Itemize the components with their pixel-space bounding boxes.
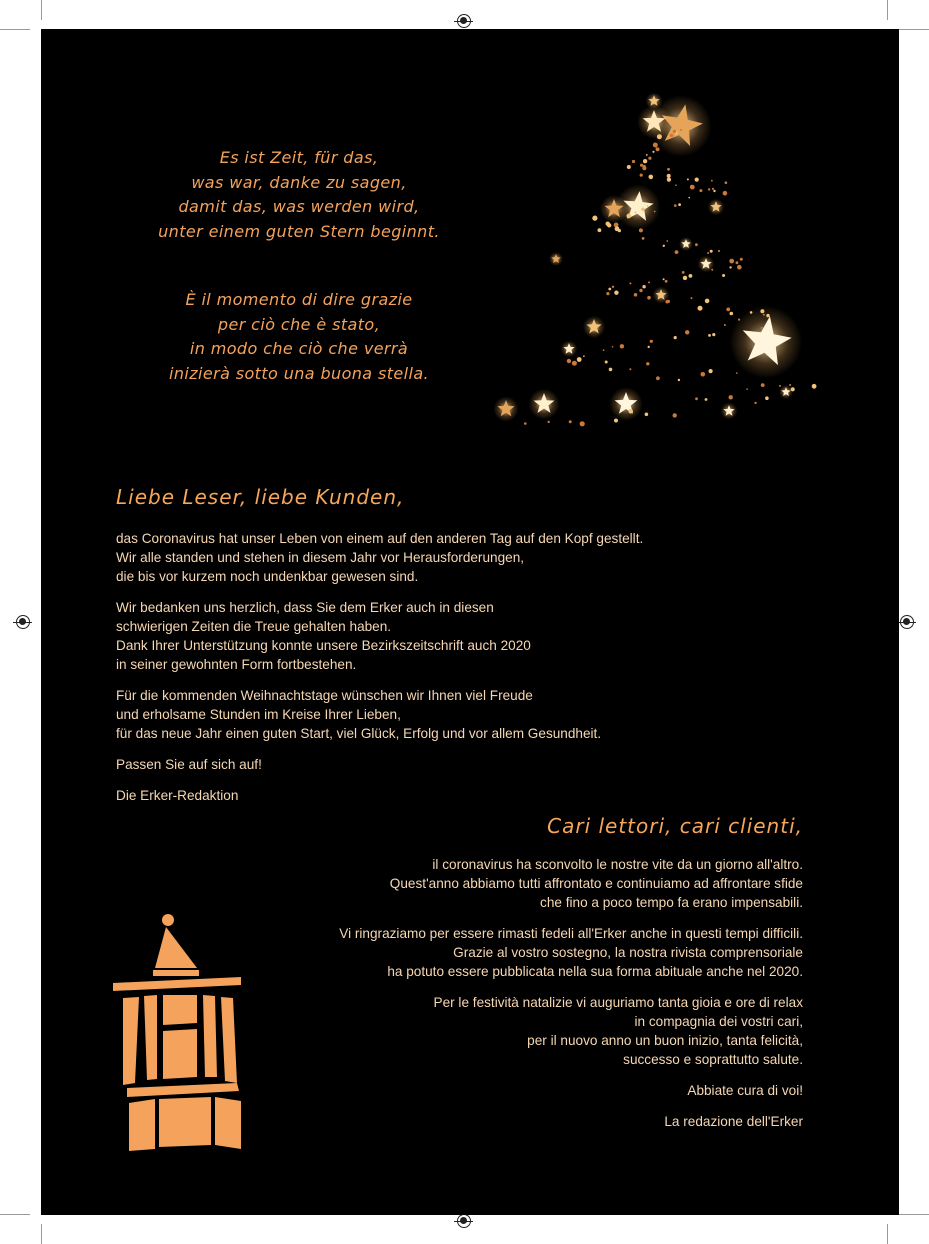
sparkle-dot [663,278,665,280]
text-line: Abbiate cura di voi! [687,1083,803,1098]
crop-mark [0,29,30,30]
text-line: Grazie al vostro sostegno, la nostra rivista comprensoriale [453,945,803,960]
sparkle-dot [722,274,725,277]
sparkle-dot [675,250,679,254]
text-line: La redazione dell'Erker [664,1114,803,1129]
sparkle-dot [618,229,621,232]
poem-italian [149,288,449,386]
sparkle-dot [665,280,668,283]
text-line: Die Erker-Redaktion [116,788,239,803]
poem-line: È il momento di dire grazie [185,290,413,309]
sparkle-dot [695,397,698,400]
sparkle-dot [647,296,651,300]
sparkle-dot [726,308,730,312]
paragraph [116,598,643,674]
sparkle-dot [627,165,631,169]
sparkle-dot [667,300,670,303]
sparkle-dot [643,159,647,163]
text-line: und erholsame Stunden im Kreise Ihrer Lieben, [116,707,401,722]
sparkle-dot [678,203,681,206]
sparkle-dot [648,281,650,283]
sparkle-dot [632,160,635,163]
erker-tower-logo [111,913,243,1157]
text-line: Passen Sie auf sich auf! [116,757,262,772]
sparkle-dot [746,388,748,390]
sparkle-dot [708,334,711,337]
paragraph [339,924,803,981]
sparkle-dot [663,245,665,247]
sparkle-dot [738,319,740,321]
sparkle-dot [685,330,689,334]
sparkle-dot [709,369,713,373]
sparkle-dot [812,384,817,389]
sparkle-dot [569,420,572,423]
sparkle-dot [647,205,649,207]
sparkle-dot [612,286,614,288]
sparkle-dot [675,184,677,186]
sparkle-dot [524,422,527,425]
sparkle-dot [607,223,611,227]
poem-line: inizierà sotto una buona stella. [168,363,430,383]
sparkle-dot [689,274,693,278]
sparkle-dot [642,166,646,170]
sparkle-dot [656,147,660,151]
paragraph [339,855,803,912]
sparkle-dot [730,312,734,316]
sparkle-dot [639,228,643,232]
text-line: die bis vor kurzem noch undenkbar gewesen sind. [116,569,419,584]
poem-line: unter einem guten Stern beginnt. [158,221,440,241]
text-line: Für die kommenden Weihnachtstage wünschen wir Ihnen viel Freude [116,688,533,703]
text-line: ha potuto essere pubblicata nella sua forma abituale anche nel 2020. [387,964,803,979]
sparkle-dot [645,413,649,417]
text-line: schwierigen Zeiten die Treue gehalten haben. [116,619,392,634]
registration-mark-icon [900,615,914,629]
sparkle-dot [779,385,781,387]
poem-line: Es ist Zeit, für das, [219,148,379,167]
sparkle-dot [577,357,582,362]
sparkle-dot [629,368,631,370]
sparkle-dot [667,174,671,178]
text-line: für das neue Jahr einen guten Start, viel Glück, Erfolg und vor allem Gesundheit. [116,726,602,741]
sparkle-dot [567,359,571,363]
paragraph [116,529,643,586]
sparkle-dot [688,197,690,199]
sparkle-dot [729,395,733,399]
letter-german [116,529,643,817]
crop-mark [41,1224,42,1244]
sparkle-dot [598,228,602,232]
text-line: das Coronavirus hat unser Leben von einem auf den anderen Tag auf den Kopf gestellt. [116,531,644,546]
sparkle-dot [766,314,769,317]
sparkle-dot [603,349,605,351]
sparkle-dot [635,211,637,213]
sparkle-dot [761,327,763,329]
text-line: in compagnia dei vostri cari, [634,1014,803,1029]
sparkle-dot [736,261,739,264]
sparkle-dot [673,130,676,133]
sparkle-dot [608,288,611,291]
sparkle-dot [754,402,756,404]
crop-mark [887,0,888,20]
sparkle-dot [670,134,674,138]
sparkle-dot [583,355,585,357]
text-line: Per le festività natalizie vi auguriamo tanta gioia e ore di relax [433,995,803,1010]
sparkle-dot [548,421,550,423]
sparkle-dot [724,324,726,326]
sparkle-dot [729,266,731,268]
sparkle-dot [628,409,633,414]
sparkle-dot [626,214,631,219]
poem-line: in modo che ciò che verrà [189,339,409,358]
sparkle-dot [705,299,710,304]
sparkle-dot [760,309,764,313]
signature [116,786,643,805]
text-line: che fino a poco tempo fa erano impensabili. [540,895,803,910]
paragraph [116,686,643,743]
paragraph [339,1081,803,1100]
sparkle-dot [723,191,728,196]
sparkle-dot [701,372,706,377]
sparkle-dot [641,208,645,212]
sparkle-dot [707,252,709,254]
sparkle-dot [580,421,585,426]
sparkle-dot [711,180,713,182]
sparkle-dot [737,265,742,270]
sparkle-dot [695,243,698,246]
sparkle-dot [572,361,577,366]
crop-mark [899,29,929,30]
crop-mark [0,1214,30,1215]
sparkle-dot [646,154,648,156]
sparkle-dot [656,376,660,380]
sparkle-dot [712,188,714,190]
greeting-german: Liebe Leser, liebe Kunden, [116,485,405,509]
registration-mark-icon [457,1214,471,1228]
sparkle-dot [682,271,685,274]
text-line: successo e soprattutto salute. [623,1052,803,1067]
text-line: in seiner gewohnten Form fortbestehen. [116,657,357,672]
sparkle-dot [640,174,643,177]
sparkle-dot [789,384,791,386]
registration-mark-icon [16,615,30,629]
sparkle-dot [690,185,695,190]
sparkle-dot [695,178,699,182]
sparkle-dot [606,292,609,295]
sparkle-dot [705,398,708,401]
sparkle-dot [592,216,597,221]
sparkle-dot [642,285,645,288]
sparkle-dot [740,258,743,261]
sparkle-dot [639,289,642,292]
greeting-card-page [41,29,899,1215]
sparkle-dot [614,419,618,423]
sparkle-dot [674,336,677,339]
sparkle-dot [750,311,753,314]
sparkle-dot [713,190,715,192]
poem-german [149,146,449,244]
sparkle-dot [650,340,653,343]
sparkle-dot [761,383,765,387]
text-line: il coronavirus ha sconvolto le nostre vite da un giorno all'altro. [432,857,803,872]
sparkle-dot [736,372,738,374]
sparkle-dot [691,297,693,299]
sparkle-dot [718,250,720,252]
sparkle-dot [666,240,668,242]
sparkle-dot [642,237,645,240]
sparkle-dot [605,361,608,364]
crop-mark [887,1224,888,1244]
sparkle-dot [791,387,795,391]
text-line: Wir alle standen und stehen in diesem Jahr vor Herausforderungen, [116,550,525,565]
sparkle-dot [699,189,702,192]
sparkle-dot [649,175,654,180]
sparkle-dot [609,368,613,372]
registration-mark-icon [457,14,471,28]
sparkle-dot [654,211,656,213]
sparkle-dot [648,157,651,160]
sparkle-dot [729,259,734,264]
sparkle-dot [620,344,624,348]
sparkle-dot [680,129,682,131]
sparkle-dot [657,134,662,139]
sparkle-dot [678,379,680,381]
sparkle-dot [712,333,715,336]
sparkle-dot [725,181,728,184]
sparkle-dot [698,306,703,311]
sparkle-dot [614,291,618,295]
sparkle-dot [667,178,671,182]
sparkle-dot [634,293,638,297]
star-tree-illustration [486,59,836,469]
sparkle-dot [708,188,710,190]
sparkle-dot [612,346,614,348]
text-line: Vi ringraziamo per essere rimasti fedeli all'Erker anche in questi tempi difficili. [339,926,803,941]
text-line: Quest'anno abbiamo tutti affrontato e continuiamo ad affrontare sfide [389,876,803,891]
sparkle-dot [652,151,654,153]
sparkle-dot [674,204,677,207]
sparkle-dot [711,269,713,271]
sparkle-dot [763,314,765,316]
letter-italian [339,855,803,1143]
sparkle-dot [683,276,687,280]
paragraph [116,755,643,774]
poem-line: per ciò che è stato, [217,314,381,334]
sparkle-dot [667,168,670,171]
crop-mark [899,1214,929,1215]
sparkle-dot [765,396,769,400]
crop-mark [41,0,42,20]
text-line: Wir bedanken uns herzlich, dass Sie dem Erker auch in diesen [116,600,494,615]
poem-line: damit das, was werden wird, [178,197,420,216]
paragraph [339,993,803,1069]
signature [339,1112,803,1131]
poem-line: was war, danke zu sagen, [191,172,407,192]
sparkle-dot [710,250,713,253]
sparkle-dot [648,346,650,348]
sparkle-dot [653,143,658,148]
sparkle-dot [646,362,649,365]
sparkle-dot [629,282,631,284]
sparkle-dot [687,178,689,180]
sparkle-dot [673,413,677,417]
text-line: Dank Ihrer Unterstützung konnte unsere Bezirkszeitschrift auch 2020 [116,638,531,653]
greeting-italian: Cari lettori, cari clienti, [547,814,803,838]
text-line: per il nuovo anno un buon inizio, tanta felicità, [527,1033,803,1048]
